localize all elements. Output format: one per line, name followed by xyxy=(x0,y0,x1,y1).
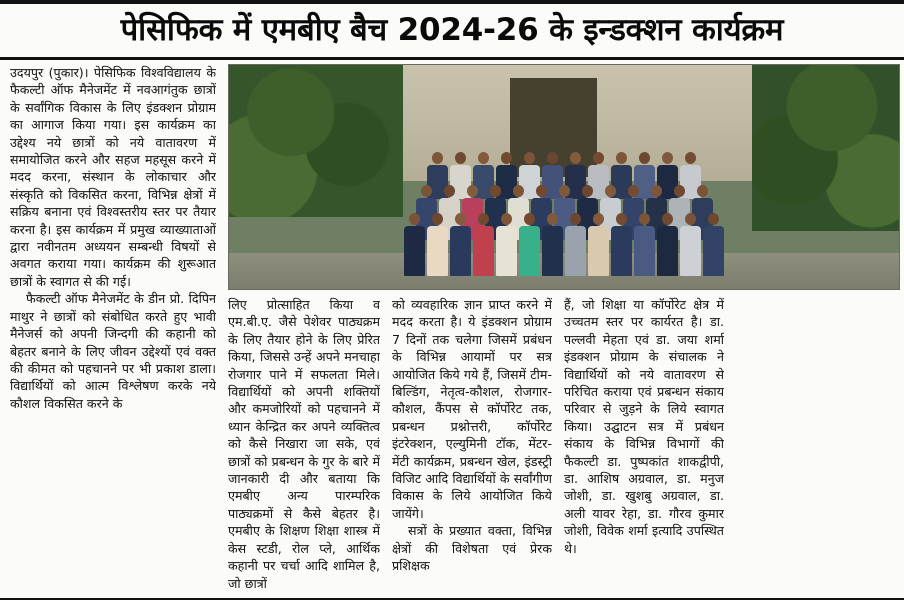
person xyxy=(703,213,724,276)
article-column-1 xyxy=(10,64,216,594)
person xyxy=(427,213,448,276)
top-rule xyxy=(0,0,904,4)
article-paragraph: उदयपुर (पुकार)। पेसिफिक विश्वविद्यालय के फैकल्टी ऑफ मैनेजमेंट में नवआगंतुक छात्रों के सर्वांगिक विकास के लिए इंडक्शन प्रोग्राम का आगाज किया गया। इस कार्यक्रम का उद्देश्य नये छात्रों को नये वातावरण में समायोजित करने और सहज महसूस करने में मदद करना, संस्थान के लोकाचार और संस्कृति को विकसित करना, विभिन्न क्षेत्रों में सक्रिय बनाना एवं विश्वस्तरीय स्तर पर तैयार करना है। इस कार्यक्रम में प्रमुख व्याख्याताओं द्वारा नवीनतम अध्ययन सम्बन्धी विषयों से अवगत कराया गया। कार्यक्रम की शुरूआत छात्रों के स्वागत से की गई। xyxy=(10,65,216,289)
article-paragraph: को व्यवहारिक ज्ञान प्राप्त करने में मदद करता है। ये इंडक्शन प्रोग्राम 7 दिनों तक चलेगा जिसमें प्रबंधन के विभिन्न आयामों पर सत्र आयोजित किये गये हैं, जिसमें टीम-बिल्डिंग, नेतृत्व-कौशल, रोजगार-कौशल, कैंपस से कॉर्पोरेट तक, प्रबन्धन प्रश्नोत्तरी, कॉर्पोरेट इंटरेक्शन, एल्युमिनी टॉक, मेंटर-मेंटी कार्यक्रम, प्रबन्धन खेल, इंडस्ट्री विजिट आदि विद्यार्थियों के सर्वांगीण विकास के लिये आयोजित किये जायेंगे। xyxy=(392,297,552,521)
person xyxy=(542,213,563,276)
person xyxy=(565,213,586,276)
article-paragraph: लिए प्रोत्साहित किया व एम.बी.ए. जैसे पेशेवर पाठ्यक्रम के लिए तैयार होने के लिए प्रेरित किया, जिससे उन्हें अपने मनचाहा रोजगार पाने में सफलता मिले। विद्यार्थियों को अपनी शक्तियों और कमजोरियों को पहचानने में ध्यान केन्द्रित कर अपने व्यक्तित्व को कैसे निखारा जा सके, एवं छात्रों को प्रबन्धन के गुर के बारे में जानकारी दी और बताया कि एमबीए अन्य पारम्परिक पाठ्यक्रमों से कैसे बेहतर है। एमबीए के शिक्षण शिक्षा शास्त्र में केस स्टडी, रोल प्ले, आर्थिक कहानी पर चर्चा आदि शामिल है, जो छात्रों xyxy=(228,297,380,591)
photo-people-front-row xyxy=(229,213,899,276)
article-paragraph: सत्रों के प्रख्यात वक्ता, विभिन्न क्षेत्रों की विशेषता एवं प्रेरक प्रशिक्षक xyxy=(392,523,552,574)
person xyxy=(519,213,540,276)
article-column-4 xyxy=(564,296,724,594)
person xyxy=(657,213,678,276)
person xyxy=(473,213,494,276)
person xyxy=(450,213,471,276)
person xyxy=(496,213,517,276)
article-paragraph: फैकल्टी ऑफ मैनेजमेंट के डीन प्रो. दिपिन माथुर ने छात्रों को संबोधित करते हुए भावी मैनेजर्स को अपनी जिन्दगी की कहानी को बेहतर बनाने के लिए जीवन उद्देश्यों एवं वक्त की कीमत को पहचानने पर भी प्रकाश डाला। विद्यार्थियों को आत्म विश्लेषण करके नये कौशल विकसित करने के xyxy=(10,291,216,411)
person xyxy=(404,213,425,276)
person xyxy=(588,213,609,276)
page-title: पेसिफिक में एमबीए बैच 2024-26 के इन्डक्शन कार्यक्रम xyxy=(120,12,784,48)
group-photo xyxy=(228,64,900,290)
article-paragraph: हैं, जो शिक्षा या कॉर्पोरेट क्षेत्र में उच्चतम स्तर पर कार्यरत है। डा. पल्लवी मेहता एवं डा. जया शर्मा इंडक्शन प्रोग्राम के संचालक ने विद्यार्थियों को नये वातावरण से परिचित कराया एवं प्रबन्धन संकाय परिवार से जुड़ने के लिये स्वागत किया। उद्घाटन सत्र में प्रबंधन संकाय के विभिन्न विभागों की फैकल्टी डा. पुष्पकांत शाकद्वीपी, डा. आशिष अग्रवाल, डा. मनुज जोशी, डा. खुशबु अग्रवाल, डा. अली यावर रेहा, डा. गौरव कुमार जोशी, विवेक शर्मा इत्यादि उपस्थित थे। xyxy=(564,297,724,556)
person xyxy=(634,213,655,276)
article-column-2 xyxy=(228,296,380,594)
headline-underline xyxy=(0,57,904,60)
person xyxy=(611,213,632,276)
person xyxy=(680,213,701,276)
article-column-3 xyxy=(392,296,552,594)
